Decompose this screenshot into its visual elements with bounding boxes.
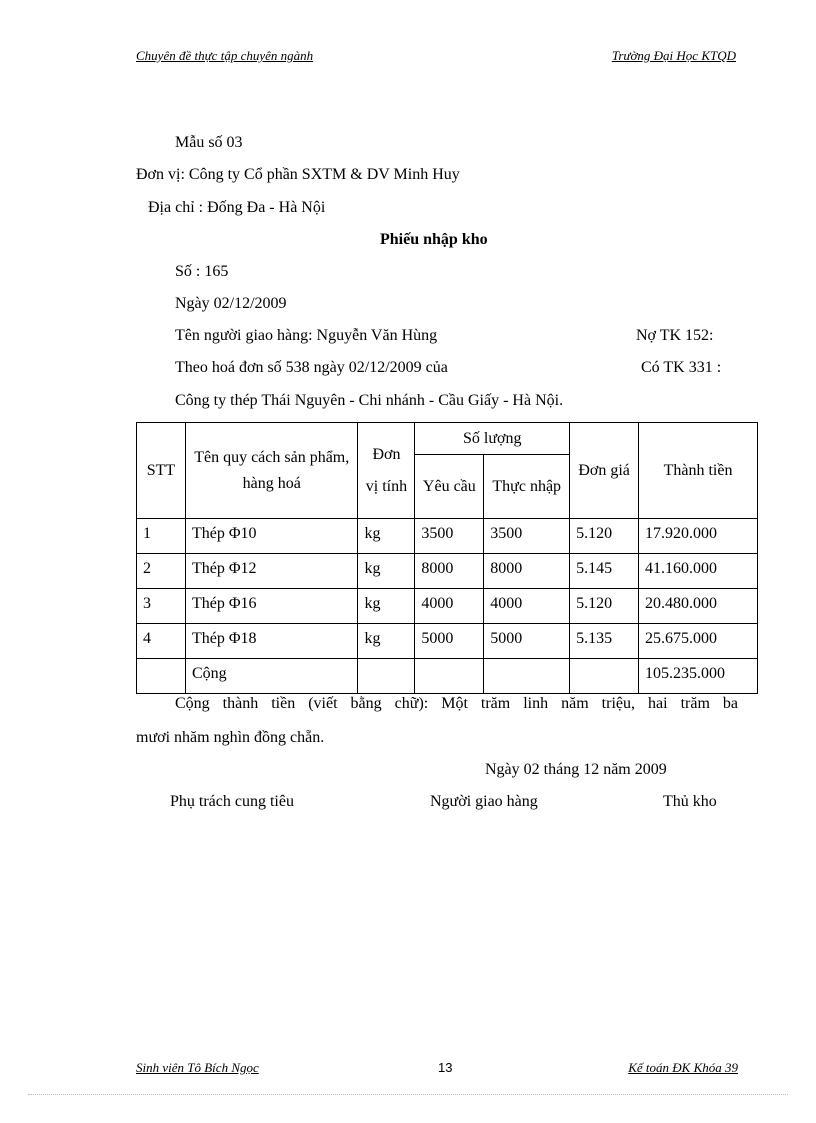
row-price: 5.135 (570, 624, 639, 659)
row-product: Thép Φ12 (185, 554, 358, 589)
row-requested: 8000 (415, 554, 484, 589)
header-requested: Yêu cầu (415, 455, 484, 519)
deliverer-name: Tên người giao hàng: Nguyễn Văn Hùng (175, 327, 438, 344)
company-address: Địa chỉ : Đống Đa - Hà Nội (148, 199, 326, 216)
row-actual: 3500 (484, 519, 570, 554)
header-right: Trường Đại Học KTQD (611, 48, 736, 63)
header-amount: Thành tiền (639, 423, 758, 519)
table-row (137, 519, 758, 554)
header-unit: Đơn vị tính (358, 423, 415, 519)
total-empty-price (570, 659, 639, 694)
signing-date: Ngày 02 tháng 12 năm 2009 (485, 761, 667, 778)
row-unit: kg (358, 589, 415, 624)
total-empty-actual (484, 659, 570, 694)
supplier-name: Công ty thép Thái Nguyên - Chi nhánh - Cầu Giấy - Hà Nội. (175, 392, 564, 409)
page-bottom-divider (28, 1094, 788, 1095)
signature-supply-manager: Phụ trách cung tiêu (170, 793, 294, 810)
amount-in-words-line2: mươi nhăm nghìn đồng chẵn. (136, 729, 325, 746)
total-empty-unit (358, 659, 415, 694)
document-number: Số : 165 (175, 263, 229, 280)
row-amount: 41.160.000 (639, 554, 758, 589)
row-product: Thép Φ10 (185, 519, 358, 554)
row-price: 5.120 (570, 519, 639, 554)
invoice-reference: Theo hoá đơn số 538 ngày 02/12/2009 của (175, 359, 448, 376)
header-left: Chuyên đề thực tập chuyên ngành (136, 48, 314, 63)
table-row (137, 554, 758, 589)
row-amount: 20.480.000 (639, 589, 758, 624)
template-number: Mẫu số 03 (175, 134, 243, 151)
table-row (137, 624, 758, 659)
amount-in-words-line1: Cộng thành tiền (viết bằng chữ): Một trăm linh năm triệu, hai trăm ba (175, 695, 738, 712)
total-label: Cộng (185, 659, 358, 694)
header-quantity: Số lượng (415, 423, 570, 455)
row-stt: 2 (137, 554, 186, 589)
row-unit: kg (358, 624, 415, 659)
row-stt: 4 (137, 624, 186, 659)
debit-account: Nợ TK 152: (636, 327, 714, 344)
row-unit: kg (358, 519, 415, 554)
document-date: Ngày 02/12/2009 (175, 295, 287, 312)
row-actual: 5000 (484, 624, 570, 659)
credit-account: Có TK 331 : (641, 359, 722, 376)
header-unit-price: Đơn giá (570, 423, 639, 519)
signature-deliverer: Người giao hàng (430, 793, 538, 810)
row-stt: 1 (137, 519, 186, 554)
table-total-row (137, 659, 758, 694)
goods-receipt-table (136, 422, 758, 694)
header-stt: STT (137, 423, 186, 519)
row-price: 5.120 (570, 589, 639, 624)
total-stt-empty (137, 659, 186, 694)
company-unit: Đơn vị: Công ty Cổ phần SXTM & DV Minh Huy (136, 166, 460, 183)
row-requested: 4000 (415, 589, 484, 624)
row-product: Thép Φ18 (185, 624, 358, 659)
header-actual: Thực nhập (484, 455, 570, 519)
page-number: 13 (438, 1060, 453, 1075)
signature-storekeeper: Thủ kho (663, 793, 717, 810)
row-amount: 17.920.000 (639, 519, 758, 554)
row-requested: 3500 (415, 519, 484, 554)
header-product-name: Tên quy cách sản phẩm, hàng hoá (185, 423, 358, 519)
row-price: 5.145 (570, 554, 639, 589)
row-stt: 3 (137, 589, 186, 624)
table-header-row (137, 423, 758, 455)
document-title: Phiếu nhập kho (380, 231, 488, 248)
row-amount: 25.675.000 (639, 624, 758, 659)
row-unit: kg (358, 554, 415, 589)
row-actual: 8000 (484, 554, 570, 589)
total-amount: 105.235.000 (639, 659, 758, 694)
total-empty-requested (415, 659, 484, 694)
row-requested: 5000 (415, 624, 484, 659)
table-row (137, 589, 758, 624)
footer-course: Kế toán ĐK Khóa 39 (628, 1060, 738, 1075)
row-actual: 4000 (484, 589, 570, 624)
footer-student: Sinh viên Tô Bích Ngọc (136, 1060, 259, 1075)
row-product: Thép Φ16 (185, 589, 358, 624)
